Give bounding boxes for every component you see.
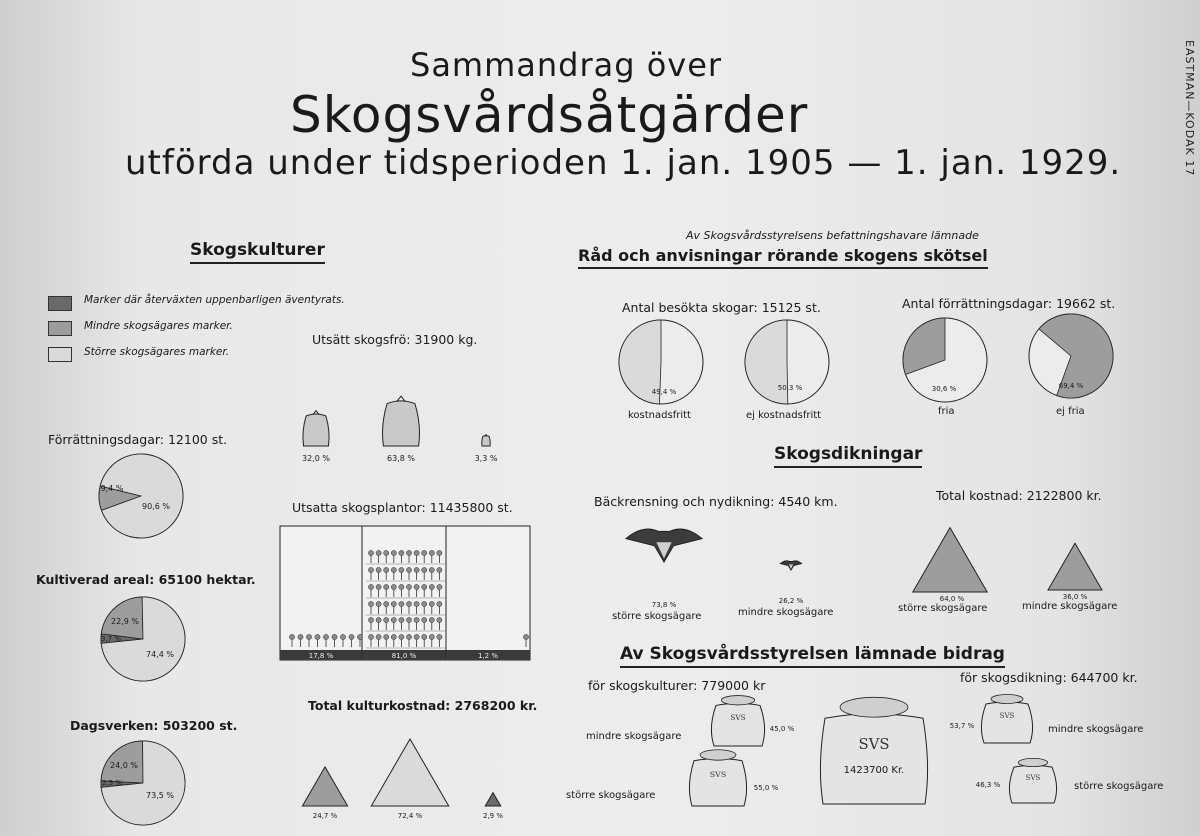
title-line-2: Skogsvårdsåtgärder <box>290 86 809 144</box>
backrensning-b-label: mindre skogsägare <box>738 607 834 618</box>
plantor-pct-2: 1,2 % <box>477 652 499 660</box>
plantor-tree-b-1-2-crown <box>384 617 389 622</box>
skogsfro-label: Utsätt skogsfrö: 31900 kg. <box>312 332 478 347</box>
kostnad-pct-2: 2,9 % <box>482 812 504 820</box>
dikning-triangle-storre <box>913 528 987 592</box>
kulturkostnad-label: Total kulturkostnad: 2768200 kr. <box>308 698 538 713</box>
bag-kultur-storre-monogram: SVS <box>709 770 727 779</box>
film-edge-text: EASTMAN—KODAK 17 <box>1183 40 1196 177</box>
kostnad-triangle-2 <box>485 793 500 806</box>
bag-kultur-mindre-top <box>721 696 754 705</box>
pie-dagsverken-p3: 73,5 % <box>146 791 174 800</box>
rad-subheading: Av Skogsvårdsstyrelsens befattningshavare lämnade <box>686 229 979 242</box>
plantor-tree-b-1-0-crown <box>368 617 373 622</box>
plantor-tree-b-5-4-crown <box>399 550 404 555</box>
title-line-3: utförda under tidsperioden 1. jan. 1905 — 1. jan. 1929. <box>125 143 1122 183</box>
plantor-tree-b-0-7-crown <box>422 634 427 639</box>
pie-kultiverad-p3: 74,4 % <box>146 650 174 659</box>
plantor-tree-b-0-9-crown <box>437 634 442 639</box>
kostnad-triangle-1 <box>371 739 448 806</box>
seed-sack-2-body <box>482 436 490 446</box>
plantor-tree-b-3-0-crown <box>368 584 373 589</box>
ditch-mindre-pct: 26,2 % <box>778 597 804 605</box>
seed-sack-pct-1: 63,8 % <box>387 454 415 463</box>
pie-besokta-b-pct: 50,3 % <box>777 384 803 392</box>
plantor-tree-b-4-1-crown <box>376 567 381 572</box>
plantor-tree-b-0-8-crown <box>429 634 434 639</box>
bag-kultur-storre <box>689 750 746 806</box>
plantor-tree-b-1-3-crown <box>391 617 396 622</box>
plantor-tree-a-2-crown <box>306 634 311 639</box>
plantor-tree-b-4-4-crown <box>399 567 404 572</box>
bag-total-monogram: SVS <box>858 736 890 753</box>
bag-total <box>820 697 927 804</box>
bag-total-total: 1423700 Kr. <box>843 765 905 777</box>
plantor-tree-b-5-7-crown <box>422 550 427 555</box>
seed-sack-2 <box>482 435 490 446</box>
plantor-tree-c-crown <box>523 634 528 639</box>
bag-dikning-mindre-body <box>981 702 1032 743</box>
dikning-kostnad-a-label: större skogsägare <box>898 603 988 614</box>
plantor-tree-b-3-3-crown <box>391 584 396 589</box>
plantor-tree-b-4-6-crown <box>414 567 419 572</box>
plantor-tree-b-4-0-crown <box>368 567 373 572</box>
plantor-tree-b-2-7-crown <box>422 601 427 606</box>
seed-sack-1-body <box>383 401 420 446</box>
bag-kultur-mindre-body <box>711 703 764 746</box>
seed-sack-0 <box>303 411 329 446</box>
plantor-tree-b-5-6-crown <box>414 550 419 555</box>
plantor-tree-b-0-6-crown <box>414 634 419 639</box>
plantor-tree-b-3-9-crown <box>437 584 442 589</box>
plantor-tree-a-5-crown <box>332 634 337 639</box>
bag-kultur-storre-pct: 55,0 % <box>753 784 779 792</box>
plantor-tree-b-0-2-crown <box>384 634 389 639</box>
bag-dikning-mindre-pct: 53,7 % <box>949 722 975 730</box>
plantor-tree-b-2-2-crown <box>384 601 389 606</box>
pie-kultiverad-p1: 22,9 % <box>111 617 139 626</box>
bidrag-dikning-label: för skogsdikning: 644700 kr. <box>960 670 1138 685</box>
title-line-1: Sammandrag över <box>410 46 723 84</box>
plantor-tree-b-2-3-crown <box>391 601 396 606</box>
seed-sack-0-body <box>303 414 329 446</box>
plantor-tree-b-3-7-crown <box>422 584 427 589</box>
bidrag-kultur-storre-label: större skogsägare <box>566 790 656 801</box>
pie-forrattningsdagar-p1: 9,4 % <box>100 484 124 493</box>
plantor-tree-b-3-5-crown <box>406 584 411 589</box>
plantor-tree-b-4-2-crown <box>384 567 389 572</box>
plantor-tree-b-5-5-crown <box>406 550 411 555</box>
pie-kultiverad-p2: 3,7 % <box>100 635 122 643</box>
dikning-triangle-mindre-pct: 36,0 % <box>1062 593 1088 601</box>
plantor-tree-b-1-6-crown <box>414 617 419 622</box>
dikning-kostnad-label: Total kostnad: 2122800 kr. <box>936 488 1102 503</box>
kostnad-pct-1: 72,4 % <box>397 812 423 820</box>
bidrag-dikning-mindre-label: mindre skogsägare <box>1048 724 1144 735</box>
plantor-tree-b-4-5-crown <box>406 567 411 572</box>
plantor-tree-b-2-1-crown <box>376 601 381 606</box>
bidrag-kultur-label: för skogskulturer: 779000 kr <box>588 678 766 693</box>
plantor-tree-b-0-1-crown <box>376 634 381 639</box>
plantor-tree-b-5-3-crown <box>391 550 396 555</box>
kultiverad-label: Kultiverad areal: 65100 hektar. <box>36 572 256 587</box>
plantor-label: Utsatta skogsplantor: 11435800 st. <box>292 500 513 515</box>
pie-dagsverken-p1: 24,0 % <box>110 761 138 770</box>
plantor-tree-b-1-5-crown <box>406 617 411 622</box>
bag-dikning-mindre-monogram: SVS <box>999 712 1015 720</box>
plantor-tree-b-5-9-crown <box>437 550 442 555</box>
plantor-tree-b-2-6-crown <box>414 601 419 606</box>
plantor-tree-a-8-crown <box>357 634 362 639</box>
pie-dagsverken-p2: 2,5 % <box>101 779 123 787</box>
plantor-tree-b-1-4-crown <box>399 617 404 622</box>
bag-dikning-storre-monogram: SVS <box>1025 774 1041 782</box>
ditch-storre-pct: 73,8 % <box>651 601 677 609</box>
dikning-triangle-storre-pct: 64,0 % <box>939 595 965 603</box>
plantor-tree-b-5-2-crown <box>384 550 389 555</box>
bag-dikning-storre-body <box>1009 765 1056 803</box>
rad-heading: Råd och anvisningar rörande skogens skötsel <box>578 246 988 269</box>
pie-dagar-a-pct: 30,6 % <box>931 385 957 393</box>
plantor-tree-b-0-5-crown <box>406 634 411 639</box>
bag-kultur-storre-body <box>689 758 746 806</box>
plantor-tree-a-4-crown <box>323 634 328 639</box>
besokta-a-label: kostnadsfritt <box>628 410 691 421</box>
bag-kultur-mindre-pct: 45,0 % <box>769 725 795 733</box>
plantor-tree-a-0-crown <box>289 634 294 639</box>
legend-label-2: Mindre skogsägares marker. <box>84 320 233 332</box>
plantor-tree-b-2-4-crown <box>399 601 404 606</box>
pie-dagar-b-pct: 69,4 % <box>1058 382 1084 390</box>
plantor-tree-a-6-crown <box>340 634 345 639</box>
plantor-pct-0: 17,8 % <box>308 652 334 660</box>
besokta-b-label: ej kostnadsfritt <box>746 410 822 421</box>
plantor-pct-1: 81,0 % <box>391 652 417 660</box>
backrensning-label: Bäckrensning och nydikning: 4540 km. <box>594 494 838 509</box>
plantor-tree-b-3-6-crown <box>414 584 419 589</box>
legend-label-3: Större skogsägares marker. <box>84 346 230 358</box>
seed-sack-pct-2: 3,3 % <box>474 454 498 463</box>
plantor-tree-b-4-3-crown <box>391 567 396 572</box>
plantor-tree-b-0-3-crown <box>391 634 396 639</box>
plantor-tree-a-3-crown <box>315 634 320 639</box>
dikning-triangle-mindre <box>1048 543 1102 590</box>
dagsverken-label: Dagsverken: 503200 st. <box>70 718 238 733</box>
seed-sack-pct-0: 32,0 % <box>302 454 330 463</box>
pie-besokta-a-pct: 49,4 % <box>651 388 677 396</box>
seed-sack-1 <box>383 396 420 446</box>
pie-forrattningsdagar-p2: 90,6 % <box>142 502 170 511</box>
legend-label-1: Marker där återväxten uppenbarligen äventyrats. <box>84 294 345 306</box>
bag-dikning-storre-pct: 46,3 % <box>975 781 1001 789</box>
plantor-tree-b-3-8-crown <box>429 584 434 589</box>
bag-total-body <box>820 714 927 804</box>
bag-kultur-storre-top <box>700 750 736 760</box>
dikning-kostnad-b-label: mindre skogsägare <box>1022 601 1118 612</box>
bag-dikning-mindre-top <box>991 695 1023 704</box>
plantor-tree-a-1-crown <box>298 634 303 639</box>
dagar-b-label: ej fria <box>1056 406 1085 417</box>
dagar-label: Antal förrättningsdagar: 19662 st. <box>902 296 1116 311</box>
kostnad-pct-0: 24,7 % <box>312 812 338 820</box>
plantor-tree-b-3-4-crown <box>399 584 404 589</box>
besokta-label: Antal besökta skogar: 15125 st. <box>622 300 821 315</box>
bag-dikning-storre <box>1009 758 1056 803</box>
plantor-tree-b-1-8-crown <box>429 617 434 622</box>
plantor-tree-b-4-8-crown <box>429 567 434 572</box>
plantor-tree-b-5-0-crown <box>368 550 373 555</box>
plantor-tree-b-3-1-crown <box>376 584 381 589</box>
kostnad-triangle-0 <box>302 767 347 806</box>
dagar-a-label: fria <box>938 406 955 417</box>
plantor-tree-b-2-8-crown <box>429 601 434 606</box>
plantor-tree-b-1-9-crown <box>437 617 442 622</box>
dikning-heading: Skogsdikningar <box>774 444 922 468</box>
plantor-tree-b-4-9-crown <box>437 567 442 572</box>
plantor-tree-b-3-2-crown <box>384 584 389 589</box>
bidrag-heading: Av Skogsvårdsstyrelsen lämnade bidrag <box>620 644 1005 668</box>
plantor-tree-b-1-7-crown <box>422 617 427 622</box>
plantor-tree-b-1-1-crown <box>376 617 381 622</box>
plantor-tree-b-0-4-crown <box>399 634 404 639</box>
plantor-tree-b-5-1-crown <box>376 550 381 555</box>
plantor-tree-b-4-7-crown <box>422 567 427 572</box>
skogskulturer-heading: Skogskulturer <box>190 240 325 264</box>
plantor-tree-b-2-9-crown <box>437 601 442 606</box>
bag-total-top <box>840 697 908 717</box>
bag-dikning-storre-top <box>1018 758 1047 766</box>
bag-kultur-mindre-monogram: SVS <box>730 713 746 722</box>
plantor-tree-b-5-8-crown <box>429 550 434 555</box>
plantor-tree-b-2-0-crown <box>368 601 373 606</box>
plantor-tree-a-7-crown <box>349 634 354 639</box>
plantor-tree-b-2-5-crown <box>406 601 411 606</box>
forrattningsdagar-label: Förrättningsdagar: 12100 st. <box>48 432 228 447</box>
bidrag-dikning-storre-label: större skogsägare <box>1074 781 1164 792</box>
backrensning-a-label: större skogsägare <box>612 611 702 622</box>
bidrag-kultur-mindre-label: mindre skogsägare <box>586 731 682 742</box>
bag-dikning-mindre <box>981 695 1032 744</box>
plantor-tree-b-0-0-crown <box>368 634 373 639</box>
bag-kultur-mindre <box>711 696 764 746</box>
